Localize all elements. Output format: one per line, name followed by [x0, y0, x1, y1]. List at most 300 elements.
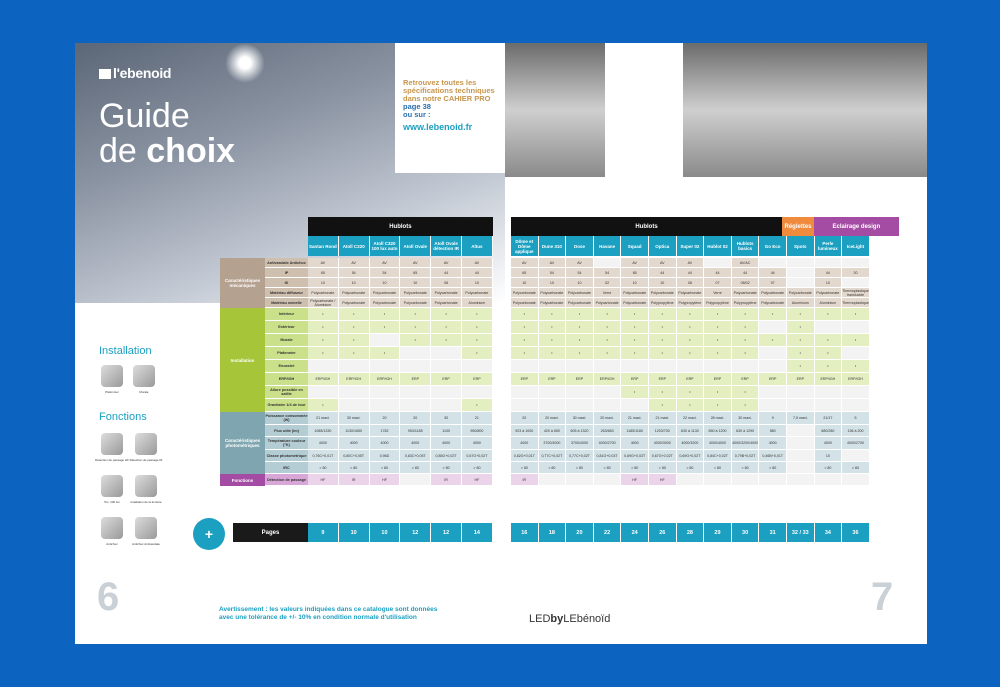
- table-cell: 950/800: [462, 425, 493, 437]
- table-cell: Polycarbonate: [400, 298, 431, 308]
- table-cell: 07: [704, 278, 732, 288]
- table-cell: •: [815, 308, 843, 321]
- table-cell: •: [462, 321, 493, 334]
- table-cell: HF: [621, 474, 649, 486]
- table-cell: •: [566, 321, 594, 334]
- table-cell: [511, 360, 539, 373]
- table-cell: ERP/IGH: [308, 373, 339, 386]
- table-cell: > 80: [370, 462, 401, 474]
- table-row-label: IK: [265, 278, 308, 288]
- table-cell: HF: [370, 474, 401, 486]
- table-cell: [594, 474, 622, 486]
- table-cell: 0,84C+0,02T: [704, 450, 732, 462]
- table-cell: Polycarbonate: [759, 298, 787, 308]
- table-cell: IR: [339, 474, 370, 486]
- column-header: Perle lumineux: [815, 236, 843, 256]
- table-cell: Polycarbonate: [308, 288, 339, 298]
- table-cell: > 80: [400, 462, 431, 474]
- table-cell: [566, 474, 594, 486]
- table-cell: •: [732, 308, 760, 321]
- table-cell: AV: [431, 258, 462, 268]
- table-cell: > 80: [511, 462, 539, 474]
- table-group-label: Fonctions: [220, 474, 265, 486]
- add-document-button[interactable]: +: [193, 518, 225, 550]
- table-cell: > 80: [566, 462, 594, 474]
- table-cell: •: [787, 321, 815, 334]
- table-cell: 4000/3200: [677, 437, 705, 450]
- table-cell: Polycarbonate: [566, 298, 594, 308]
- column-header: Dôme et Dôme applique: [511, 236, 539, 256]
- table-cell: •: [677, 347, 705, 360]
- table-cell: •: [704, 308, 732, 321]
- table-row-label: IRC: [265, 462, 308, 474]
- table-cell: 44: [462, 268, 493, 278]
- table-cell: Polycarbonate: [732, 288, 760, 298]
- table-cell: •: [649, 334, 677, 347]
- table-cell: •: [339, 334, 370, 347]
- table-cell: ERP: [621, 373, 649, 386]
- table-cell: •: [462, 308, 493, 321]
- table-cell: •: [842, 334, 870, 347]
- table-cell: •: [400, 334, 431, 347]
- table-cell: •: [621, 321, 649, 334]
- table-cell: > 80: [431, 462, 462, 474]
- page-link[interactable]: 10: [339, 523, 370, 542]
- fonctions-heading: Fonctions: [99, 411, 147, 423]
- table-cell: 10: [370, 278, 401, 288]
- table-row-label: Gravitaire 1/4 de tour: [265, 399, 308, 412]
- table-cell: [759, 474, 787, 486]
- table-cell: [787, 386, 815, 399]
- table-cell: 605 à 1320: [566, 425, 594, 437]
- table-cell: [759, 347, 787, 360]
- page-link[interactable]: 24: [621, 523, 649, 542]
- table-cell: 21 maxi.: [649, 412, 677, 425]
- page-link[interactable]: 34: [815, 523, 843, 542]
- table-cell: 20: [842, 268, 870, 278]
- table-cell: •: [704, 399, 732, 412]
- table-cell: Polycarbonate: [462, 288, 493, 298]
- table-cell: 22 maxi.: [677, 412, 705, 425]
- table-cell: Aluminium: [815, 298, 843, 308]
- table-cell: 30 maxi.: [566, 412, 594, 425]
- table-cell: > 80: [815, 462, 843, 474]
- table-cell: [815, 258, 843, 268]
- table-cell: •: [308, 399, 339, 412]
- table-cell: [539, 386, 567, 399]
- lux-icon: [101, 475, 123, 497]
- table-cell: 136 à 200: [842, 425, 870, 437]
- table-cell: Polycarbonate: [621, 288, 649, 298]
- table-cell: 20 maxi.: [594, 412, 622, 425]
- table-cell: 580: [759, 425, 787, 437]
- table-row-label: Flux utile (lm): [265, 425, 308, 437]
- table-cell: ERP: [400, 373, 431, 386]
- table-cell: •: [649, 321, 677, 334]
- page-link[interactable]: 31: [759, 523, 787, 542]
- table-cell: •: [339, 347, 370, 360]
- table-cell: Polycarbonate: [677, 288, 705, 298]
- table-cell: 44: [759, 268, 787, 278]
- table-cell: 21 maxi.: [621, 412, 649, 425]
- table-cell: •: [566, 347, 594, 360]
- page-link[interactable]: 29: [704, 523, 732, 542]
- table-cell: [787, 268, 815, 278]
- table-cell: 1782: [370, 425, 401, 437]
- table-cell: [594, 386, 622, 399]
- table-cell: •: [677, 321, 705, 334]
- table-cell: •: [621, 386, 649, 399]
- table-cell: ERP: [704, 373, 732, 386]
- table-row-label: ERP/IGH: [265, 373, 308, 386]
- table-cell: 10: [511, 278, 539, 288]
- page-link[interactable]: 20: [566, 523, 594, 542]
- column-header: Squad: [621, 236, 649, 256]
- column-header: Hublot 02: [704, 236, 732, 256]
- table-cell: 30 maxi.: [339, 412, 370, 425]
- table-cell: •: [308, 321, 339, 334]
- table-cell: •: [511, 347, 539, 360]
- table-cell: 08/02: [732, 278, 760, 288]
- page-link[interactable]: 12: [400, 523, 431, 542]
- table-cell: [842, 258, 870, 268]
- website-link[interactable]: www.lebenoid.fr: [403, 122, 473, 132]
- table-cell: 44: [431, 268, 462, 278]
- table-cell: 630 à 1130: [677, 425, 705, 437]
- table-cell: [339, 360, 370, 373]
- table-cell: 54: [370, 268, 401, 278]
- table-cell: [759, 399, 787, 412]
- table-cell: [677, 360, 705, 373]
- table-cell: [787, 474, 815, 486]
- table-cell: AV: [539, 258, 567, 268]
- table-cell: 0,79B+0,02T: [732, 450, 760, 462]
- page-number-left: 6: [97, 575, 120, 619]
- table-cell: 0,83C+0,05T: [400, 450, 431, 462]
- page-link[interactable]: 26: [649, 523, 677, 542]
- table-cell: 20: [370, 412, 401, 425]
- column-header: Atoll Ovale: [400, 236, 431, 256]
- table-cell: Polycarbonate: [370, 298, 401, 308]
- table-cell: ERP: [539, 373, 567, 386]
- table-cell: [842, 347, 870, 360]
- table-cell: [787, 437, 815, 450]
- table-cell: Verre: [594, 288, 622, 298]
- table-cell: Thermoplastique translucide: [842, 288, 869, 297]
- table-cell: ERP/IGH: [594, 373, 622, 386]
- table-row-label: Murale: [265, 334, 308, 347]
- hammer-icon: [101, 517, 123, 539]
- promo-box: Retrouvez toutes les spécifications techniques dans notre CAHIER PRO page 38 ou sur : www.lebenoid.fr: [395, 43, 505, 173]
- table-cell: 4000/4000: [704, 437, 732, 450]
- table-cell: 4000: [621, 437, 649, 450]
- table-cell: IR: [511, 474, 539, 486]
- table-cell: [759, 258, 787, 268]
- table-cell: 02: [594, 278, 622, 288]
- table-group-hublots-right: Hublots: [511, 217, 782, 236]
- table-cell: [594, 258, 622, 268]
- table-cell: [787, 425, 815, 437]
- table-cell: Polypropylène: [677, 298, 705, 308]
- table-cell: > 80: [308, 462, 339, 474]
- table-cell: 0,81G+0,03T: [594, 450, 622, 462]
- table-cell: 30: [431, 412, 462, 425]
- tolerance-warning: Avertissement : les valeurs indiquées dans ce catalogue sont données avec une tolérance de +/- 10% en condition normale d'utilisation: [219, 606, 438, 621]
- table-cell: [511, 399, 539, 412]
- wall-mount-icon: [133, 365, 155, 387]
- table-cell: [787, 278, 815, 288]
- table-cell: •: [677, 399, 705, 412]
- table-cell: 10: [539, 278, 567, 288]
- table-cell: 1100: [431, 425, 462, 437]
- table-cell: 10: [308, 278, 339, 288]
- table-cell: Polycarbonate: [370, 288, 401, 298]
- pages-row-label: Pages: [233, 523, 308, 542]
- table-cell: Polycarbonate: [511, 288, 539, 298]
- table-row-label: Matériau diffuseur: [265, 288, 308, 298]
- table-cell: 20: [400, 412, 431, 425]
- table-cell: [787, 450, 815, 462]
- table-cell: [431, 360, 462, 373]
- table-cell: > 80: [842, 462, 870, 474]
- table-cell: [431, 347, 462, 360]
- table-cell: •: [308, 308, 339, 321]
- table-cell: •: [511, 334, 539, 347]
- table-cell: 21: [462, 412, 493, 425]
- table-cell: •: [621, 334, 649, 347]
- page-link[interactable]: 32 / 33: [787, 523, 815, 542]
- table-cell: Polycarbonate: [566, 288, 594, 298]
- icon-label: Détection de passage HF: [95, 458, 129, 462]
- table-cell: 28 maxi.: [704, 412, 732, 425]
- table-cell: 5: [842, 412, 870, 425]
- page-link[interactable]: 22: [594, 523, 622, 542]
- table-cell: Polypropylène: [732, 298, 760, 308]
- table-cell: •: [842, 308, 870, 321]
- table-cell: 4000: [370, 437, 401, 450]
- table-cell: ERP: [759, 373, 787, 386]
- table-cell: AV: [370, 258, 401, 268]
- table-cell: [539, 399, 567, 412]
- page-link[interactable]: 28: [677, 523, 705, 542]
- dimming-icon: [135, 475, 157, 497]
- table-cell: •: [732, 334, 760, 347]
- table-cell: 4000: [339, 437, 370, 450]
- table-cell: 923 à 1000: [511, 425, 539, 437]
- table-cell: ERP: [511, 373, 539, 386]
- table-cell: 10: [649, 278, 677, 288]
- page-link[interactable]: 30: [732, 523, 760, 542]
- table-row-label: Classe photométrique: [265, 450, 308, 462]
- table-cell: HF: [308, 474, 339, 486]
- table-cell: •: [566, 334, 594, 347]
- table-cell: 44: [732, 268, 760, 278]
- table-cell: 0,69G+0,03T: [621, 450, 649, 462]
- page-link[interactable]: 18: [539, 523, 567, 542]
- table-cell: 4000/2700: [842, 437, 870, 450]
- column-header: Altus: [462, 236, 493, 256]
- table-cell: •: [370, 308, 401, 321]
- table-cell: Aluminium: [462, 298, 493, 308]
- table-group-label: Caractéristiques photométriques: [220, 412, 265, 474]
- icon-label: Détection de passage IR: [129, 458, 163, 462]
- table-cell: Verre: [704, 288, 732, 298]
- table-cell: 0,46B+0,01T: [759, 450, 787, 462]
- table-cell: •: [787, 360, 815, 373]
- table-cell: 10: [566, 278, 594, 288]
- table-cell: Polycarbonate: [539, 288, 567, 298]
- table-cell: •: [511, 321, 539, 334]
- ledbylebenoid-logo: LEDbyLEbénoïd: [529, 613, 611, 625]
- table-cell: AV: [339, 258, 370, 268]
- table-cell: Polycarbonate: [431, 288, 462, 298]
- table-cell: 20 maxi.: [539, 412, 567, 425]
- table-cell: 9: [759, 412, 787, 425]
- page-link[interactable]: 36: [842, 523, 870, 542]
- table-cell: [462, 360, 493, 373]
- table-cell: [431, 386, 462, 399]
- table-cell: [594, 360, 622, 373]
- installation-heading: Installation: [99, 345, 152, 357]
- table-cell: 20: [511, 412, 539, 425]
- table-cell: 54: [594, 268, 622, 278]
- table-row-label: Plafonnier: [265, 347, 308, 360]
- table-cell: AV: [511, 258, 539, 268]
- page-link[interactable]: 9: [308, 523, 339, 542]
- table-cell: [339, 386, 370, 399]
- table-cell: > 80: [649, 462, 677, 474]
- table-cell: 0,67G+0,02T: [649, 450, 677, 462]
- table-cell: •: [732, 347, 760, 360]
- table-row-label: Extérieur: [265, 321, 308, 334]
- table-cell: •: [787, 308, 815, 321]
- table-cell: [842, 278, 870, 288]
- photo-construction-site: [683, 43, 927, 177]
- table-cell: [704, 474, 732, 486]
- column-header: Dose: [566, 236, 594, 256]
- table-cell: •: [539, 347, 567, 360]
- table-cell: •: [621, 347, 649, 360]
- table-cell: 54: [539, 268, 567, 278]
- table-cell: •: [339, 321, 370, 334]
- column-header: Hublots basics: [732, 236, 760, 256]
- table-cell: Polycarbonate: [339, 298, 370, 308]
- table-cell: AV: [566, 258, 594, 268]
- column-header: Atoll C320 100 lux auto: [370, 236, 401, 256]
- table-cell: Aluminium: [787, 298, 815, 308]
- table-cell: •: [842, 360, 870, 373]
- table-cell: 10: [462, 278, 493, 288]
- table-cell: •: [594, 321, 622, 334]
- table-cell: Polycarbonate: [621, 298, 649, 308]
- table-cell: 44: [649, 268, 677, 278]
- table-cell: 1203/700: [649, 425, 677, 437]
- hf-detector-icon: [101, 433, 123, 455]
- column-header: Dune 310: [539, 236, 567, 256]
- catalog-spread: [75, 43, 927, 644]
- icon-label: Murale: [139, 390, 149, 394]
- table-cell: 10: [339, 278, 370, 288]
- table-cell: [842, 474, 870, 486]
- table-cell: > 80: [621, 462, 649, 474]
- table-cell: 08: [677, 278, 705, 288]
- page-link[interactable]: 12: [431, 523, 462, 542]
- ceiling-mount-icon: [101, 365, 123, 387]
- column-header: Optica: [649, 236, 677, 256]
- table-cell: [759, 360, 787, 373]
- table-cell: •: [759, 308, 787, 321]
- table-cell: 21/17: [815, 412, 843, 425]
- table-cell: AV: [677, 258, 705, 268]
- table-cell: 0,82G+0,01T: [511, 450, 539, 462]
- table-group-label: Installation: [220, 308, 265, 412]
- table-cell: 10: [815, 450, 843, 462]
- page-link[interactable]: 16: [511, 523, 539, 542]
- table-cell: [539, 360, 567, 373]
- table-cell: [732, 360, 760, 373]
- table-cell: AV: [621, 258, 649, 268]
- table-cell: > 80: [462, 462, 493, 474]
- table-cell: •: [462, 347, 493, 360]
- photo-workers-plans: [505, 43, 605, 177]
- table-cell: 10: [400, 278, 431, 288]
- table-cell: [787, 258, 815, 268]
- table-cell: [339, 399, 370, 412]
- table-cell: [594, 399, 622, 412]
- table-cell: •: [649, 308, 677, 321]
- vandal-icon: [135, 517, 157, 539]
- table-cell: [842, 386, 870, 399]
- table-cell: ERP: [787, 373, 815, 386]
- table-cell: [842, 450, 870, 462]
- table-cell: ERP/IGH: [339, 373, 370, 386]
- table-cell: •: [431, 321, 462, 334]
- icon-label: 5m. 100 lux: [104, 500, 120, 504]
- table-cell: 0,67G+0,02T: [462, 450, 493, 462]
- table-cell: 44: [704, 268, 732, 278]
- page-link[interactable]: 14: [462, 523, 493, 542]
- page-title-line1: Guide: [99, 97, 190, 135]
- table-cell: 44: [677, 268, 705, 278]
- table-row-label: Antivandale Antichoc: [265, 258, 308, 268]
- table-cell: •: [787, 347, 815, 360]
- table-cell: 65: [621, 268, 649, 278]
- table-cell: [787, 462, 815, 474]
- page-link[interactable]: 10: [370, 523, 401, 542]
- table-cell: [370, 360, 401, 373]
- table-cell: [732, 474, 760, 486]
- column-header: Santan Rond: [308, 236, 339, 256]
- column-header: Havane: [594, 236, 622, 256]
- table-cell: 4000: [308, 437, 339, 450]
- table-cell: [649, 360, 677, 373]
- table-cell: Polycarbonate: [431, 298, 462, 308]
- table-cell: •: [462, 334, 493, 347]
- table-cell: 680/280: [815, 425, 843, 437]
- table-cell: •: [759, 334, 787, 347]
- table-row-label: Intérieur: [265, 308, 308, 321]
- table-cell: 54: [566, 268, 594, 278]
- table-cell: •: [732, 321, 760, 334]
- table-row-label: Matériau semelle: [265, 298, 308, 308]
- table-cell: •: [594, 308, 622, 321]
- table-cell: [566, 386, 594, 399]
- table-cell: 4000: [431, 437, 462, 450]
- table-cell: •: [704, 386, 732, 399]
- table-cell: •: [539, 321, 567, 334]
- table-row-label: Température couleur (°K): [265, 437, 308, 450]
- table-cell: [566, 360, 594, 373]
